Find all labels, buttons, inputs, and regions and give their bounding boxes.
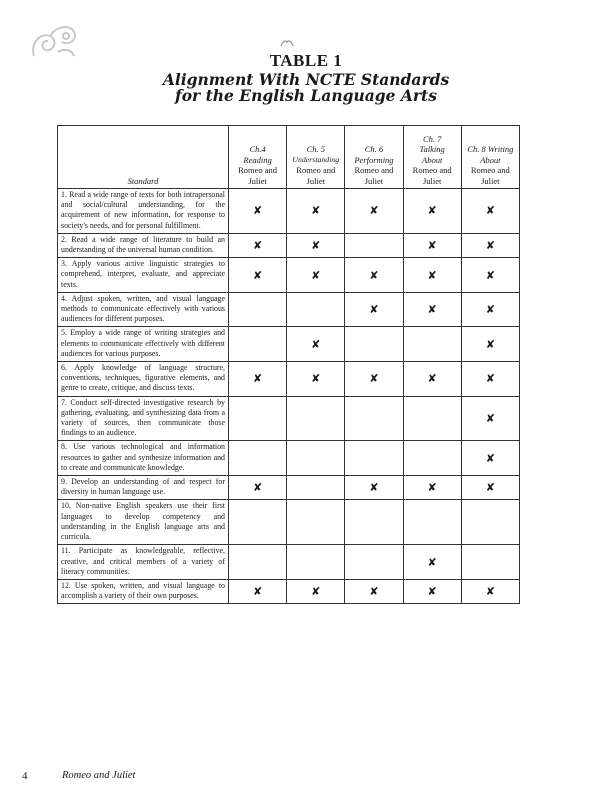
header-book: Juliet — [306, 175, 325, 186]
table-title-line-1: Alignment With NCTE Standards — [162, 70, 450, 89]
standard-description: 12. Use spoken, written, and visual language to accomplish a variety of their own purposes. — [58, 579, 229, 603]
standard-description: 5. Employ a wide range of writing strategies and elements to communicate effectively with different audiences for various purposes. — [58, 327, 229, 362]
check-mark-icon: ✘ — [229, 579, 287, 603]
header-chapter-title: About — [422, 154, 443, 165]
check-mark-icon: ✘ — [287, 258, 345, 293]
empty-cell — [403, 327, 461, 362]
table-row — [58, 441, 520, 476]
standard-description: 3. Apply various active linguistic strategies to comprehend, interpret, evaluate, and appreciate texts. — [58, 258, 229, 293]
check-mark-icon: ✘ — [403, 579, 461, 603]
header-book: Romeo and — [412, 165, 452, 175]
empty-cell — [345, 327, 403, 362]
empty-cell — [345, 545, 403, 580]
table-row — [58, 579, 520, 603]
check-mark-icon: ✘ — [461, 579, 519, 603]
standard-description: 1. Read a wide range of texts for both intrapersonal and social/cultural understanding, for the acquirement of new information, for response to society's needs, and for personal fulfillment. — [58, 189, 229, 234]
table-row — [58, 476, 520, 500]
standard-description: 6. Apply knowledge of language structure, conventions, techniques, figurative elements, and genre to create, critique, and discuss texts. — [58, 362, 229, 397]
table-row — [58, 500, 520, 545]
header-book: Juliet — [481, 175, 500, 186]
standard-description: 10. Non-native English speakers use their first languages to develop competency and understanding in the English language arts and curricula. — [58, 500, 229, 545]
table-row — [58, 258, 520, 293]
check-mark-icon: ✘ — [229, 362, 287, 397]
header-book: Romeo and — [296, 165, 336, 175]
header-chapter: Ch. 7 — [422, 133, 442, 144]
header-book: Romeo and — [238, 165, 278, 175]
header-chapter-title: Performing — [354, 154, 394, 165]
check-mark-icon: ✘ — [461, 476, 519, 500]
empty-cell — [403, 396, 461, 441]
check-mark-icon: ✘ — [403, 545, 461, 580]
standards-table-body — [58, 189, 520, 604]
empty-cell — [287, 545, 345, 580]
empty-cell — [403, 441, 461, 476]
check-mark-icon: ✘ — [461, 396, 519, 441]
check-mark-icon: ✘ — [461, 292, 519, 327]
table-row — [58, 233, 520, 257]
check-mark-icon: ✘ — [461, 258, 519, 293]
check-mark-icon: ✘ — [403, 258, 461, 293]
empty-cell — [229, 292, 287, 327]
empty-cell — [229, 327, 287, 362]
check-mark-icon: ✘ — [229, 258, 287, 293]
check-mark-icon: ✘ — [287, 579, 345, 603]
small-flourish-icon — [280, 38, 294, 48]
empty-cell — [403, 500, 461, 545]
check-mark-icon: ✘ — [345, 189, 403, 234]
check-mark-icon: ✘ — [403, 292, 461, 327]
page-number: 4 — [22, 770, 28, 782]
check-mark-icon: ✘ — [345, 292, 403, 327]
header-chapter-title: Reading — [243, 154, 272, 165]
book-title: Romeo and Juliet — [62, 770, 136, 781]
check-mark-icon: ✘ — [287, 233, 345, 257]
chapter-6-header — [345, 126, 403, 189]
empty-cell — [345, 500, 403, 545]
check-mark-icon: ✘ — [229, 476, 287, 500]
table-row — [58, 396, 520, 441]
check-mark-icon: ✘ — [461, 441, 519, 476]
empty-cell — [461, 500, 519, 545]
check-mark-icon: ✘ — [403, 189, 461, 234]
check-mark-icon: ✘ — [287, 189, 345, 234]
check-mark-icon: ✘ — [345, 579, 403, 603]
check-mark-icon: ✘ — [345, 258, 403, 293]
check-mark-icon: ✘ — [403, 362, 461, 397]
header-book: Romeo and — [354, 165, 394, 175]
header-book: Juliet — [248, 175, 267, 186]
empty-cell — [287, 292, 345, 327]
empty-cell — [287, 441, 345, 476]
standard-description: 8. Use various technological and information resources to gather and synthesize information and to create and communicate knowledge. — [58, 441, 229, 476]
table-row — [58, 545, 520, 580]
standard-description: 2. Read a wide range of literature to build an understanding of the universal human condition. — [58, 233, 229, 257]
header-chapter: Ch. 8 Writing — [467, 144, 514, 154]
header-book: Juliet — [422, 175, 442, 186]
check-mark-icon: ✘ — [461, 362, 519, 397]
table-title — [0, 72, 612, 104]
check-mark-icon: ✘ — [287, 362, 345, 397]
chapter-5-header — [287, 126, 345, 189]
empty-cell — [287, 396, 345, 441]
header-book: Romeo and — [470, 165, 510, 175]
table-row — [58, 327, 520, 362]
standard-column-header: Standard — [58, 126, 229, 189]
header-chapter-title: Talking — [419, 144, 445, 154]
chapter-8-header — [461, 126, 519, 189]
standards-table — [57, 125, 520, 604]
check-mark-icon: ✘ — [345, 476, 403, 500]
table-row — [58, 362, 520, 397]
empty-cell — [229, 545, 287, 580]
empty-cell — [345, 396, 403, 441]
header-chapter-title: Understanding — [292, 154, 340, 164]
header-chapter: Ch.4 — [249, 144, 266, 154]
empty-cell — [229, 441, 287, 476]
check-mark-icon: ✘ — [229, 233, 287, 257]
header-chapter: Ch. 6 — [364, 144, 384, 154]
empty-cell — [229, 396, 287, 441]
table-row — [58, 292, 520, 327]
check-mark-icon: ✘ — [287, 327, 345, 362]
check-mark-icon: ✘ — [461, 233, 519, 257]
empty-cell — [287, 500, 345, 545]
standard-description: 7. Conduct self-directed investigative research by gathering, evaluating, and synthesizing data from a variety of sources, then communicate those findings to an audience. — [58, 396, 229, 441]
check-mark-icon: ✘ — [403, 233, 461, 257]
empty-cell — [345, 441, 403, 476]
empty-cell — [287, 476, 345, 500]
chapter-7-header — [403, 126, 461, 189]
check-mark-icon: ✘ — [461, 327, 519, 362]
header-chapter-title: About — [480, 154, 501, 165]
empty-cell — [461, 545, 519, 580]
standard-description: 4. Adjust spoken, written, and visual language methods to communicate effectively with various audiences for different purposes. — [58, 292, 229, 327]
empty-cell — [345, 233, 403, 257]
check-mark-icon: ✘ — [345, 362, 403, 397]
empty-cell — [229, 500, 287, 545]
table-title-line-2: for the English Language Arts — [175, 86, 437, 105]
check-mark-icon: ✘ — [403, 476, 461, 500]
header-chapter: Ch. 5 — [306, 144, 325, 154]
check-mark-icon: ✘ — [461, 189, 519, 234]
table-number: TABLE 1 — [269, 51, 343, 70]
standard-description: 9. Develop an understanding of and respect for diversity in human language use. — [58, 476, 229, 500]
standard-description: 11. Participate as knowledgeable, reflective, creative, and critical members of a variety of literacy communities. — [58, 545, 229, 580]
table-row — [58, 189, 520, 234]
table-header-row — [58, 126, 520, 189]
check-mark-icon: ✘ — [229, 189, 287, 234]
header-book: Juliet — [364, 175, 384, 186]
chapter-4-header — [229, 126, 287, 189]
